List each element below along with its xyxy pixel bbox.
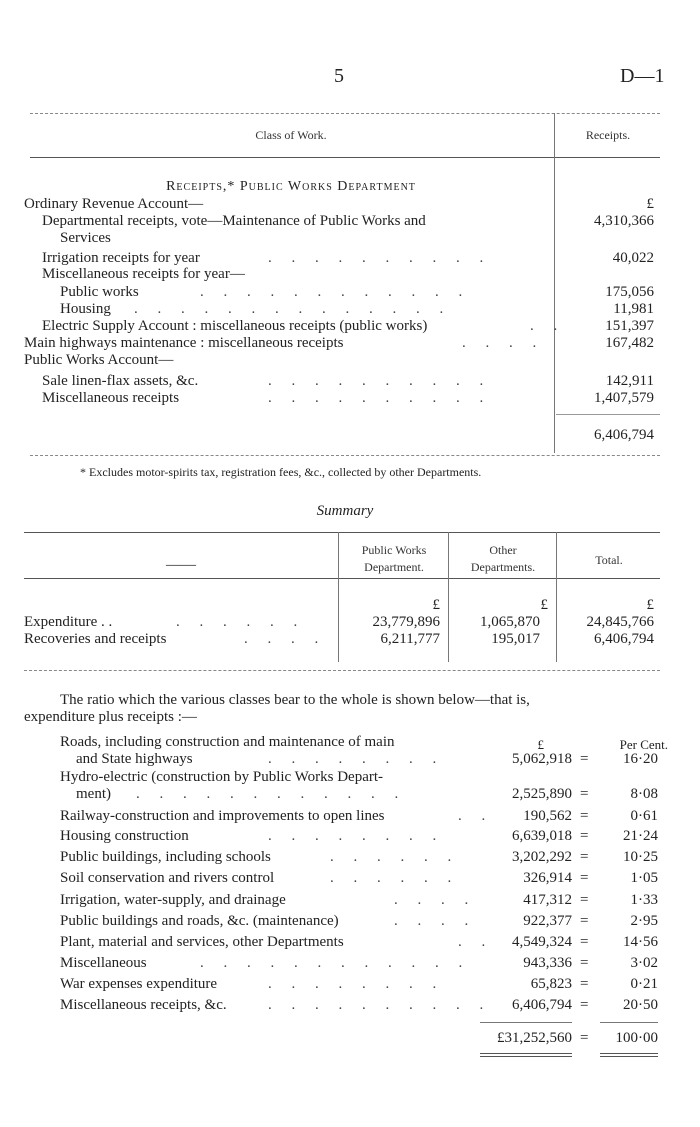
summary-row-label: Expenditure . . [24, 614, 113, 630]
receipt-row: Electric Supply Account : miscellaneous receipts (public works) [42, 318, 428, 334]
ratio-row-label: ment) [76, 786, 111, 802]
ratio-percent: 8·08 [630, 786, 658, 802]
ratio-row-label: Miscellaneous [60, 955, 147, 971]
receipt-value: 4,310,366 [594, 213, 654, 229]
receipt-value: 40,022 [612, 250, 654, 266]
ratio-row-label: Housing construction [60, 828, 189, 844]
ratio-intro: expenditure plus receipts :— [24, 709, 197, 725]
ratio-total-percent: 100·00 [615, 1030, 658, 1046]
document-code: D—1 [620, 65, 665, 87]
summary-row-label: Recoveries and receipts [24, 631, 167, 647]
ratio-row-label: Railway-construction and improvements to open lines [60, 808, 385, 824]
receipt-row: Services [60, 230, 111, 246]
receipt-row: Main highways maintenance : miscellaneous receipts [24, 335, 344, 351]
ratio-percent: 20·50 [623, 997, 658, 1013]
receipt-row: Sale linen-flax assets, &c. [42, 373, 199, 389]
ratio-row-label: Public buildings and roads, &c. (maintenance) [60, 913, 339, 929]
receipt-value: 1,407,579 [594, 390, 654, 406]
ratio-amount: 922,377 [523, 913, 572, 929]
ratio-row-label: Plant, material and services, other Departments [60, 934, 344, 950]
ratio-amount: 326,914 [523, 870, 572, 886]
ratio-amount: 65,823 [530, 976, 572, 992]
summary-other-value: 1,065,870 [480, 614, 540, 630]
ratio-row-label: Irrigation, water-supply, and drainage [60, 892, 286, 908]
receipt-value: 167,482 [605, 335, 654, 351]
ratio-amount: 5,062,918 [512, 751, 572, 767]
ratio-intro: The ratio which the various classes bear to the whole is shown below—that is, [60, 692, 530, 708]
ratio-row-label: War expenses expenditure [60, 976, 218, 992]
ratio-row-label: and State highways [76, 751, 193, 767]
col-header-percent: Per Cent. [619, 737, 668, 752]
ratio-row-label: Soil conservation and rivers control [60, 870, 275, 886]
section-title: Receipts,* Public Works Department [166, 179, 416, 194]
receipt-row: Ordinary Revenue Account— [24, 196, 204, 212]
receipts-total: 6,406,794 [594, 427, 654, 443]
ratio-percent: 1·33 [630, 892, 658, 908]
col-header-amount: £ [537, 737, 544, 752]
ratio-percent: 0·61 [630, 808, 658, 824]
summary-total-value: 24,845,766 [586, 614, 654, 630]
ratio-percent: 2·95 [630, 913, 658, 929]
col-header-blank: —— [166, 557, 196, 573]
summary-title: Summary [316, 503, 374, 519]
col-header-pwd: Public Works Department. [361, 543, 427, 574]
currency-symbol: £ [646, 196, 654, 212]
ratio-amount: 4,549,324 [512, 934, 572, 950]
summary-total-value: 6,406,794 [594, 631, 654, 647]
receipt-value: 151,397 [605, 318, 654, 334]
ratio-percent: 16·20 [623, 751, 658, 767]
summary-pwd-value: 6,211,777 [380, 631, 440, 647]
receipt-row: Public works [60, 284, 139, 300]
col-header-total: Total. [595, 553, 623, 567]
ratio-percent: 14·56 [623, 934, 658, 950]
summary-other-value: 195,017 [491, 631, 540, 647]
ratio-percent: 0·21 [630, 976, 658, 992]
receipt-value: 142,911 [605, 373, 654, 389]
ratio-amount: 943,336 [523, 955, 572, 971]
ratio-amount: 2,525,890 [512, 786, 572, 802]
ratio-amount: 417,312 [523, 892, 572, 908]
ratio-percent: 3·02 [630, 955, 658, 971]
receipt-value: 175,056 [605, 284, 654, 300]
receipt-row: Miscellaneous receipts [42, 390, 180, 406]
receipt-row: Miscellaneous receipts for year— [42, 266, 245, 282]
ratio-amount: 6,406,794 [512, 997, 572, 1013]
receipt-row: Departmental receipts, vote—Maintenance of Public Works and [42, 213, 426, 229]
receipt-row: Public Works Account— [24, 352, 174, 368]
receipt-row: Housing [60, 301, 111, 317]
ratio-row-label: Roads, including construction and maintenance of main [60, 734, 395, 750]
col-header-receipts: Receipts. [585, 128, 631, 142]
col-header-other: Other Departments. [470, 543, 536, 574]
ratio-percent: 21·24 [623, 828, 658, 844]
ratio-amount: 6,639,018 [512, 828, 572, 844]
footnote: * Excludes motor-spirits tax, registration fees, &c., collected by other Departments. [80, 465, 482, 479]
ratio-percent: 1·05 [630, 870, 658, 886]
ratio-amount: 190,562 [523, 808, 572, 824]
col-header-class: Class of Work. [255, 128, 327, 142]
receipt-value: 11,981 [613, 301, 654, 317]
page-number: 5 [334, 65, 344, 87]
ratio-percent: 10·25 [623, 849, 658, 865]
ratio-row-label: Miscellaneous receipts, &c. [60, 997, 227, 1013]
ratio-total-amount: £31,252,560 [497, 1030, 572, 1046]
ratio-row-label: Public buildings, including schools [60, 849, 271, 865]
summary-pwd-value: 23,779,896 [372, 614, 440, 630]
ratio-row-label: Hydro-electric (construction by Public Works Depart- [60, 769, 384, 785]
receipt-row: Irrigation receipts for year [42, 250, 200, 266]
ratio-amount: 3,202,292 [512, 849, 572, 865]
